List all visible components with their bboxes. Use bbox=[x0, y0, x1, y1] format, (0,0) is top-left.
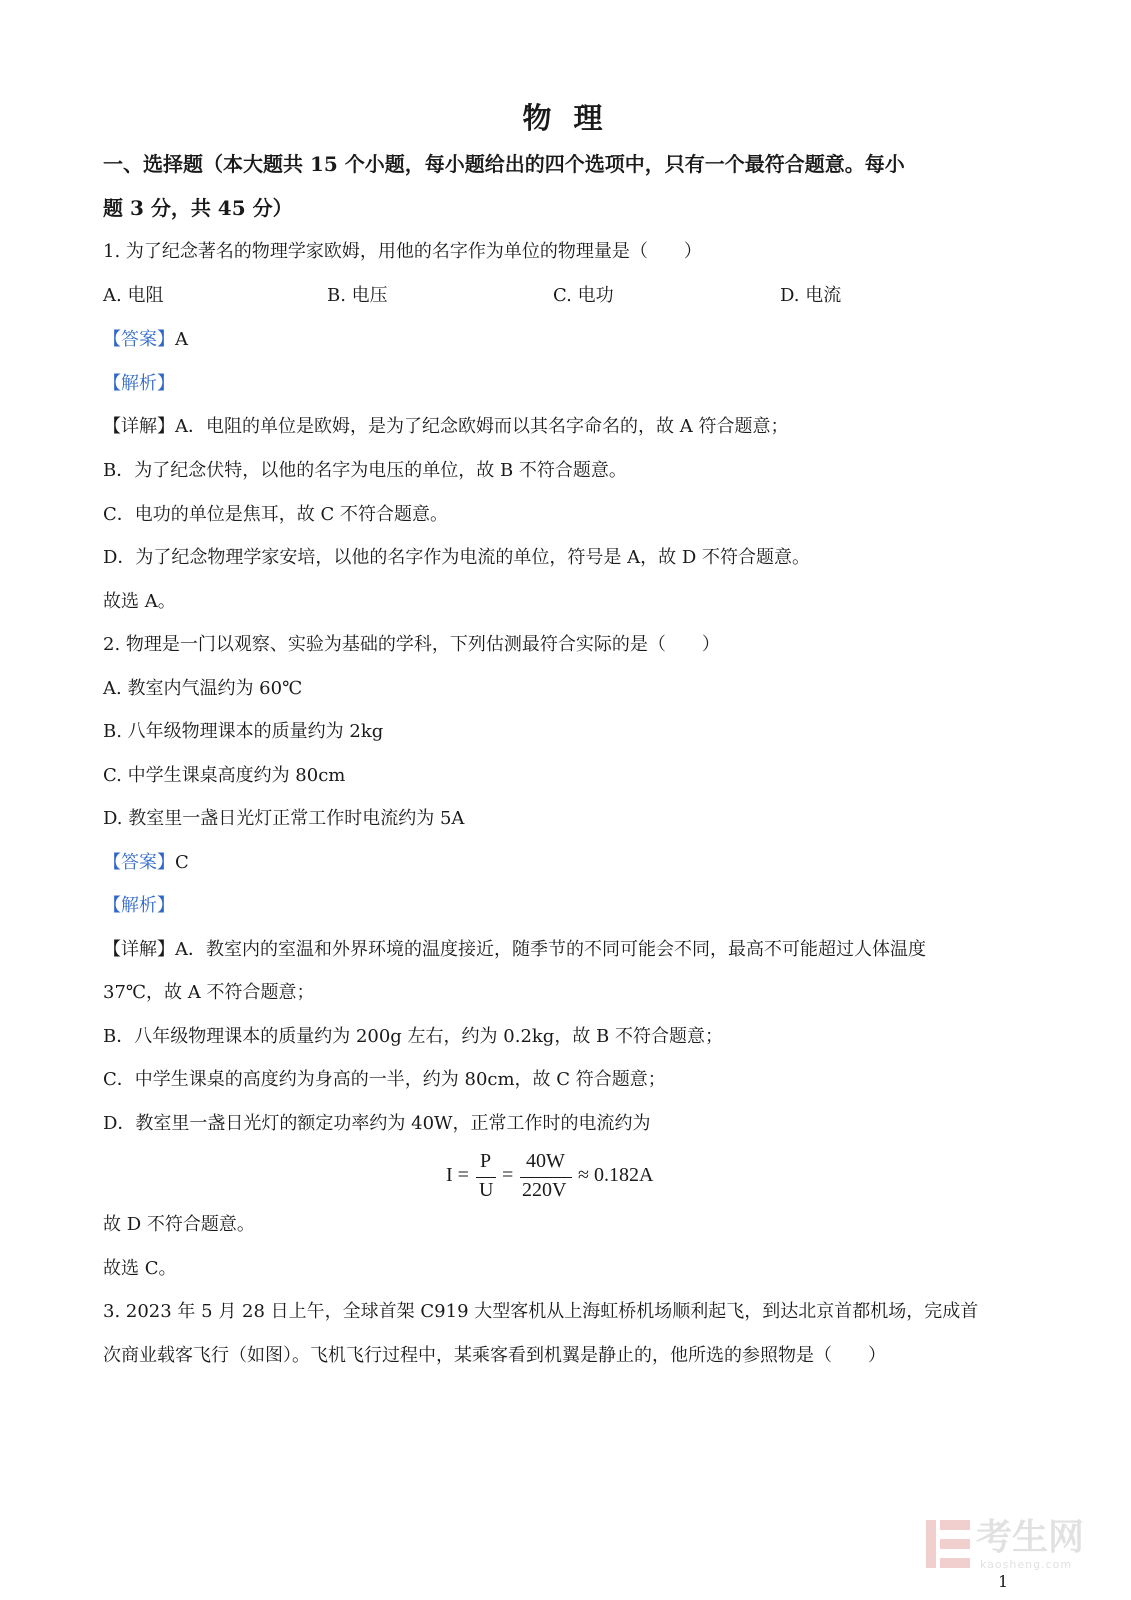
q2-detail-line: 37℃，故 A 不符合题意； bbox=[103, 982, 315, 1003]
q2-option-b: B. 八年级物理课本的质量约为 2kg bbox=[103, 721, 384, 742]
section-heading-line-2: 题 3 分，共 45 分） bbox=[103, 196, 293, 220]
q1-detail-line: 【详解】A．电阻的单位是欧姆，是为了纪念欧姆而以其名字命名的，故 A 符合题意； bbox=[103, 416, 789, 437]
q2-detail-line: B．八年级物理课本的质量约为 200g 左右，约为 0.2kg，故 B 不符合题意； bbox=[103, 1026, 723, 1047]
watermark-text: 考生网 bbox=[976, 1517, 1085, 1558]
formula-denominator: 220V bbox=[522, 1179, 567, 1201]
q1-option-a: A. 电阻 bbox=[103, 285, 164, 306]
q2-analysis-label: 【解析】 bbox=[103, 895, 175, 916]
formula-result: ≈ 0.182A bbox=[578, 1164, 654, 1186]
page-number: 1 bbox=[998, 1572, 1009, 1591]
watermark-url: kaosheng.com bbox=[980, 1558, 1073, 1571]
q1-analysis-label: 【解析】 bbox=[103, 373, 175, 394]
q1-stem: 1. 为了纪念著名的物理学家欧姆，用他的名字作为单位的物理量是（ ） bbox=[103, 241, 702, 262]
current-formula bbox=[446, 1150, 666, 1206]
q3-stem-line-2: 次商业载客飞行（如图）。飞机飞行过程中，某乘客看到机翼是静止的，他所选的参照物是（ ） bbox=[103, 1345, 886, 1366]
q1-option-d: D. 电流 bbox=[780, 285, 842, 306]
fraction-bar bbox=[520, 1177, 572, 1178]
page-title: 物 理 bbox=[522, 101, 609, 135]
q2-answer bbox=[103, 851, 189, 875]
answer-value: C bbox=[175, 852, 189, 873]
answer-value: A bbox=[175, 329, 188, 350]
q1-conclusion: 故选 A。 bbox=[103, 591, 176, 612]
q2-option-a: A. 教室内气温约为 60℃ bbox=[103, 678, 303, 699]
q1-option-c: C. 电功 bbox=[553, 285, 614, 306]
answer-label: 【答案】 bbox=[103, 852, 175, 873]
q2-after-line: 故 D 不符合题意。 bbox=[103, 1214, 255, 1235]
formula-lhs: I = bbox=[446, 1164, 469, 1186]
q1-detail-line: C．电功的单位是焦耳，故 C 不符合题意。 bbox=[103, 504, 448, 525]
q1-detail-line: B．为了纪念伏特，以他的名字为电压的单位，故 B 不符合题意。 bbox=[103, 460, 627, 481]
q3-stem-line-1: 3. 2023 年 5 月 28 日上午，全球首架 C919 大型客机从上海虹桥机场顺利起飞，到达北京首都机场，完成首 bbox=[103, 1301, 979, 1322]
q2-stem: 2. 物理是一门以观察、实验为基础的学科，下列估测最符合实际的是（ ） bbox=[103, 634, 720, 655]
q2-detail-line: C．中学生课桌的高度约为身高的一半，约为 80cm，故 C 符合题意； bbox=[103, 1069, 666, 1090]
formula-equals: = bbox=[502, 1164, 514, 1186]
q2-conclusion: 故选 C。 bbox=[103, 1258, 177, 1279]
watermark-logo-icon bbox=[926, 1520, 970, 1568]
formula-numerator: P bbox=[480, 1150, 492, 1172]
fraction-bar bbox=[476, 1177, 496, 1178]
section-heading-line-1: 一、选择题（本大题共 15 个小题，每小题给出的四个选项中，只有一个最符合题意。每小 bbox=[103, 152, 905, 176]
formula-denominator: U bbox=[479, 1179, 494, 1201]
watermark bbox=[926, 1516, 1096, 1576]
q1-answer bbox=[103, 328, 188, 352]
q1-option-b: B. 电压 bbox=[327, 285, 388, 306]
formula-numerator: 40W bbox=[526, 1150, 565, 1172]
q2-detail-line: 【详解】A．教室内的室温和外界环境的温度接近，随季节的不同可能会不同，最高不可能超过人体温度 bbox=[103, 939, 926, 960]
q2-detail-line: D．教室里一盏日光灯的额定功率约为 40W，正常工作时的电流约为 bbox=[103, 1113, 651, 1134]
answer-label: 【答案】 bbox=[103, 329, 175, 350]
q1-detail-line: D．为了纪念物理学家安培，以他的名字作为电流的单位，符号是 A，故 D 不符合题意。 bbox=[103, 547, 811, 568]
q2-option-d: D. 教室里一盏日光灯正常工作时电流约为 5A bbox=[103, 808, 465, 829]
q2-option-c: C. 中学生课桌高度约为 80cm bbox=[103, 765, 346, 786]
